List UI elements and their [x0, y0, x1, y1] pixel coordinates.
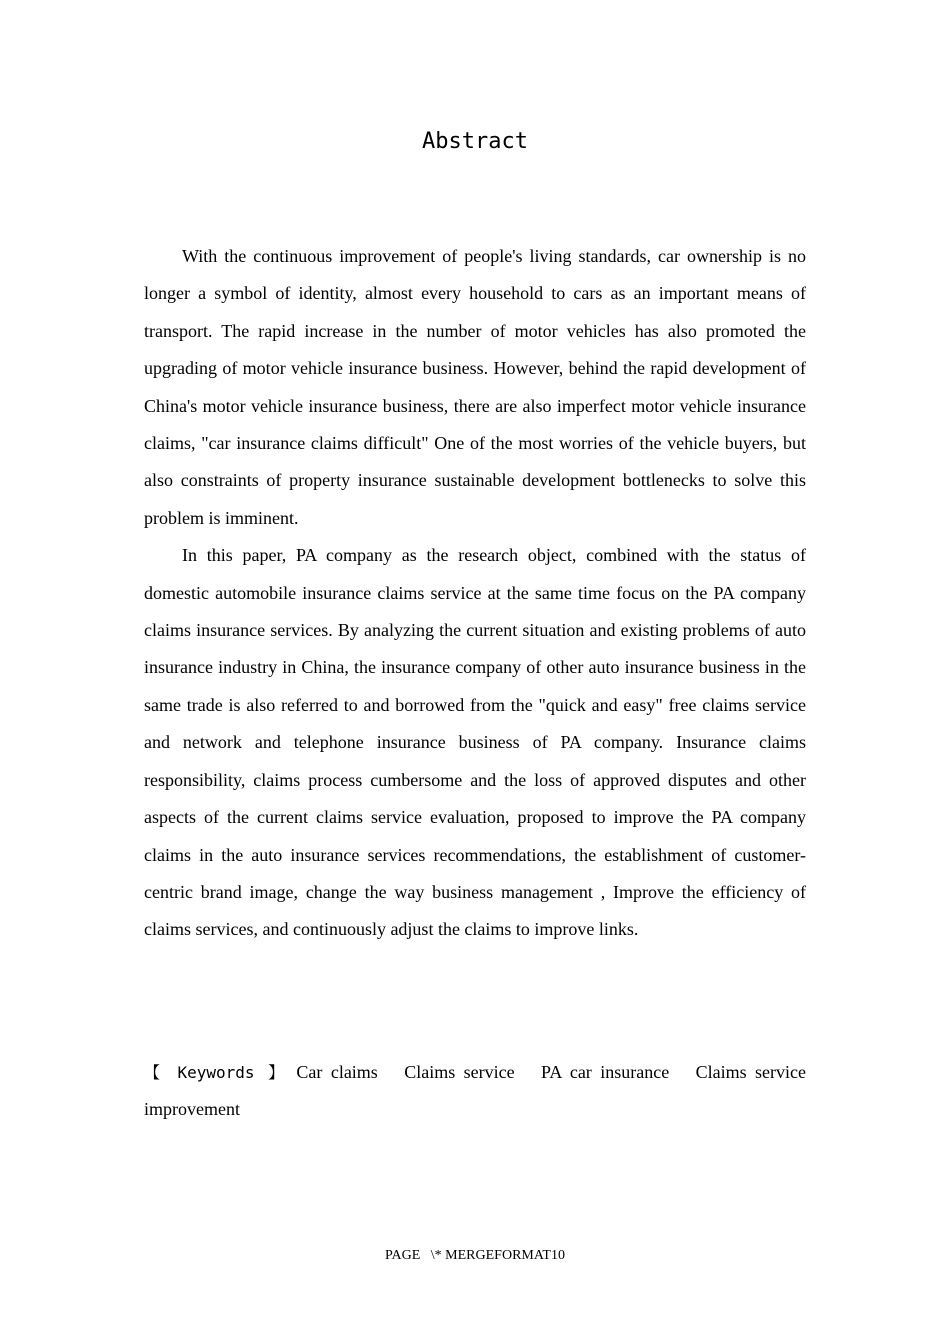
- abstract-paragraph-2: In this paper, PA company as the research object, combined with the status of domestic automobile insurance claims service at the same time focus on the PA company claims insurance services. By analyzing the current situation and existing problems of auto insurance industry in China, the insurance company of other auto insurance business in the same trade is also referred to and borrowed from the "quick and easy" free claims service and network and telephone insurance business of PA company. Insurance claims responsibility, claims process cumbersome and the loss of approved disputes and other aspects of the current claims service evaluation, proposed to improve the PA company claims in the auto insurance services recommendations, the establishment of customer-centric brand image, change the way business management , Improve the efficiency of claims services, and continuously adjust the claims to improve links.: [144, 545, 806, 940]
- abstract-paragraph-1: With the continuous improvement of people's living standards, car ownership is no longer a symbol of identity, almost every household to cars as an important means of transport. The rapid increase in the number of motor vehicles has also promoted the upgrading of motor vehicle insurance business. However, behind the rapid development of China's motor vehicle insurance business, there are also imperfect motor vehicle insurance claims, "car insurance claims difficult" One of the most worries of the vehicle buyers, but also constraints of property insurance sustainable development bottlenecks to solve this problem is imminent.: [144, 246, 806, 528]
- keyword-item: Car claims: [296, 1062, 378, 1082]
- page-title: Abstract: [422, 129, 528, 154]
- keyword-item: PA car insurance: [541, 1062, 670, 1082]
- page-footer-field: PAGE \* MERGEFORMAT10: [385, 1248, 565, 1263]
- keywords-section: [144, 1054, 806, 1129]
- abstract-body: [144, 238, 806, 949]
- keywords-label: 【 Keywords 】: [144, 1063, 288, 1082]
- keyword-item: Claims service improvement: [144, 1062, 806, 1120]
- keyword-item: Claims service: [404, 1062, 515, 1082]
